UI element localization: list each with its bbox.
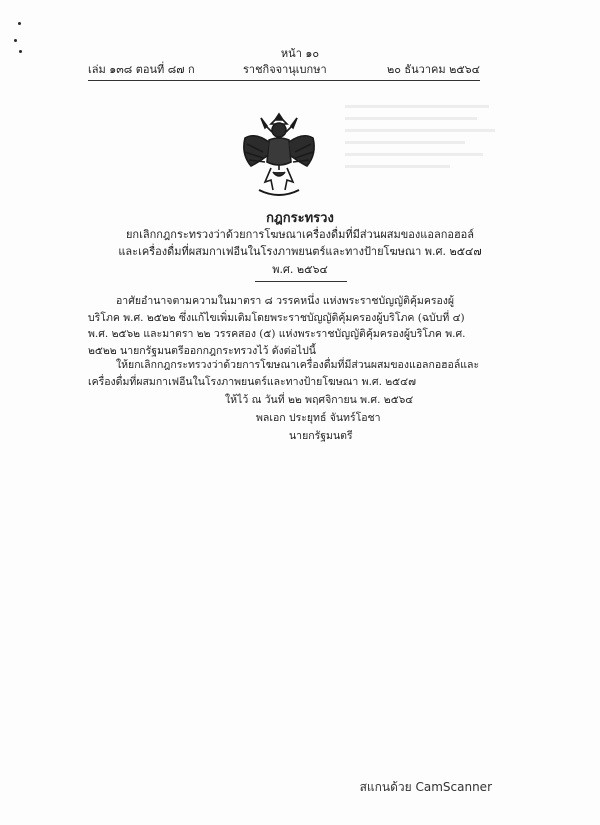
signatory-position: นายกรัฐมนตรี	[289, 430, 353, 442]
body-paragraph-1: อาศัยอำนาจตามความในมาตรา ๘ วรรคหนึ่ง แห่งพระราชบัญญัติคุ้มครองผู้บริโภค พ.ศ. ๒๕๒๒ ซึ่งแก้ไขเพิ่มเติมโดยพระราชบัญญัติคุ้มครองผู้บริโภค (ฉบับที่ ๔) พ.ศ. ๒๕๖๒ และมาตรา ๒๒ วรรคสอง (๕) แห่งพระราชบัญญัติคุ้มครองผู้บริโภค พ.ศ. ๒๕๒๒ นายกรัฐมนตรีออกกฎกระทรวงไว้ ดังต่อไปนี้	[88, 295, 466, 357]
page-number: หน้า ๑๐	[280, 47, 320, 60]
title-divider	[255, 281, 347, 282]
signature-date: ให้ไว้ ณ วันที่ ๒๒ พฤศจิกายน พ.ศ. ๒๕๖๔	[225, 394, 414, 406]
document-title: กฎกระทรวง	[266, 211, 334, 226]
header-divider	[88, 80, 480, 81]
publication-date: ๒๐ ธันวาคม ๒๕๖๔	[386, 63, 480, 76]
document-subtitle-line2: และเครื่องดื่มที่ผสมกาเฟอีนในโรงภาพยนตร์และทางป้ายโฆษณา พ.ศ. ๒๕๔๗	[118, 245, 482, 258]
garuda-emblem-icon	[237, 110, 321, 202]
document-subtitle-line1: ยกเลิกกฎกระทรวงว่าด้วยการโฆษณาเครื่องดื่มที่มีส่วนผสมของแอลกอฮอล์	[125, 228, 475, 241]
scanner-watermark: สแกนด้วย CamScanner	[359, 780, 492, 794]
show-through-text	[345, 105, 495, 195]
publication-name: ราชกิจจานุเบกษา	[243, 63, 327, 76]
volume-issue: เล่ม ๑๓๘ ตอนที่ ๘๗ ก	[88, 63, 195, 76]
gazette-header	[88, 60, 480, 78]
signatory-name: พลเอก ประยุทธ์ จันทร์โอชา	[256, 412, 381, 424]
body-paragraph-2: ให้ยกเลิกกฎกระทรวงว่าด้วยการโฆษณาเครื่องดื่มที่มีส่วนผสมของแอลกอฮอล์และเครื่องดื่มที่ผสมกาเฟอีนในโรงภาพยนตร์และทางป้ายโฆษณา พ.ศ. ๒๕๔๗	[88, 359, 480, 388]
document-year: พ.ศ. ๒๕๖๔	[272, 263, 328, 276]
